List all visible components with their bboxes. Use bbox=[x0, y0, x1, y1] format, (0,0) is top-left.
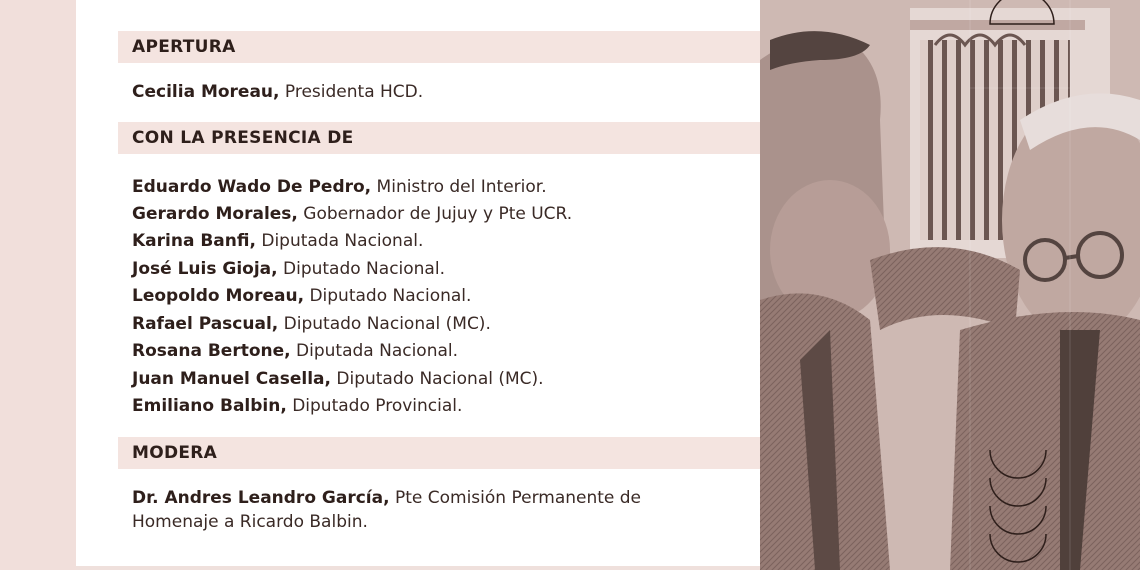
participant-line bbox=[132, 201, 572, 228]
participant-name: Dr. Andres Leandro García, bbox=[132, 488, 390, 508]
participant-line bbox=[132, 311, 491, 338]
participant-line-continued bbox=[132, 509, 368, 536]
participant-name: Emiliano Balbin, bbox=[132, 396, 287, 416]
participant-role: Presidenta HCD. bbox=[284, 82, 424, 102]
participant-role: Diputado Nacional. bbox=[309, 286, 472, 306]
participant-line bbox=[132, 228, 423, 255]
left-margin-band bbox=[0, 0, 76, 570]
participant-line bbox=[132, 485, 641, 512]
participant-line bbox=[132, 256, 445, 283]
participant-line bbox=[132, 79, 423, 106]
participant-name: Rafael Pascual, bbox=[132, 314, 279, 334]
participant-line bbox=[132, 338, 458, 365]
participant-role: Diputado Nacional (MC). bbox=[283, 314, 491, 334]
participant-line bbox=[132, 174, 547, 201]
section-header-presencia bbox=[118, 122, 760, 154]
section-title: APERTURA bbox=[132, 37, 236, 57]
participant-role: Diputada Nacional. bbox=[296, 341, 459, 361]
bottom-strip bbox=[76, 566, 760, 570]
participant-role: Diputado Provincial. bbox=[292, 396, 463, 416]
participant-line bbox=[132, 283, 471, 310]
participant-name: Leopoldo Moreau, bbox=[132, 286, 305, 306]
archival-photo bbox=[760, 0, 1140, 570]
participant-role: Homenaje a Ricardo Balbin. bbox=[132, 512, 368, 532]
participant-role: Diputado Nacional. bbox=[283, 259, 445, 279]
section-title: MODERA bbox=[132, 443, 218, 463]
participant-name: Cecilia Moreau, bbox=[132, 82, 280, 102]
participant-name: Karina Banfi, bbox=[132, 231, 256, 251]
participant-name: Juan Manuel Casella, bbox=[132, 369, 331, 389]
participant-line bbox=[132, 393, 462, 420]
section-header-modera bbox=[118, 437, 760, 469]
participant-name: Rosana Bertone, bbox=[132, 341, 291, 361]
participant-role: Pte Comisión Permanente de bbox=[394, 488, 642, 508]
participant-role: Diputada Nacional. bbox=[261, 231, 424, 251]
section-title: CON LA PRESENCIA DE bbox=[132, 128, 354, 148]
participant-name: José Luis Gioja, bbox=[132, 259, 278, 279]
participant-role: Ministro del Interior. bbox=[376, 177, 547, 197]
participant-name: Gerardo Morales, bbox=[132, 204, 298, 224]
participant-name: Eduardo Wado De Pedro, bbox=[132, 177, 372, 197]
section-header-apertura bbox=[118, 31, 760, 63]
participant-role: Gobernador de Jujuy y Pte UCR. bbox=[303, 204, 573, 224]
program-panel bbox=[76, 0, 760, 570]
participant-line bbox=[132, 366, 544, 393]
participant-role: Diputado Nacional (MC). bbox=[336, 369, 544, 389]
